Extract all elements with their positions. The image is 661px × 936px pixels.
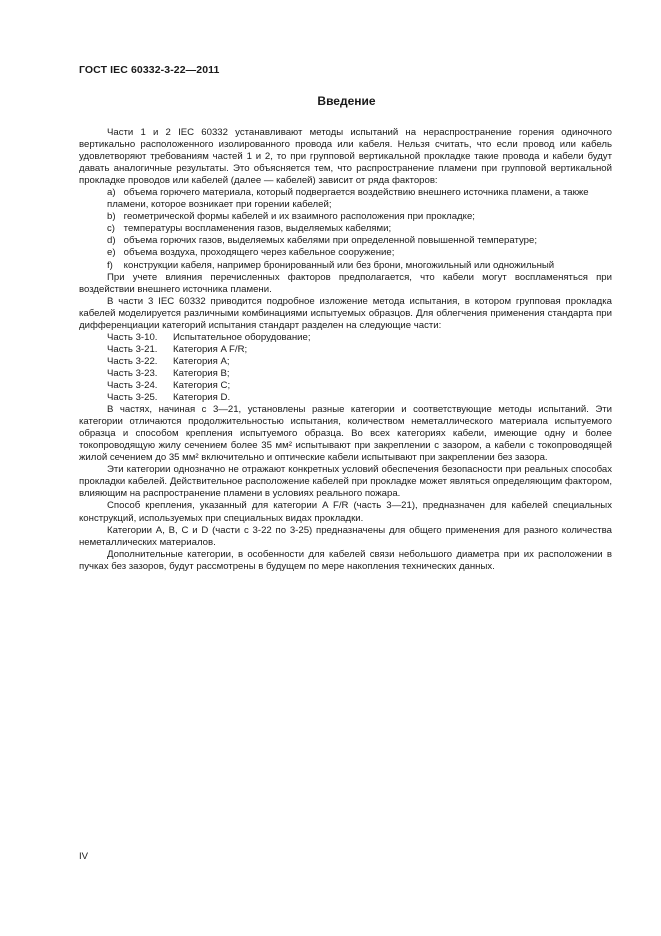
section-title	[0, 94, 661, 108]
part-number: Часть 3-24.	[107, 379, 158, 391]
page-number: IV	[79, 851, 89, 862]
part-item	[107, 356, 612, 368]
factor-marker: b)	[107, 211, 116, 223]
factor-item-f	[107, 260, 612, 272]
factor-item-a	[107, 187, 612, 211]
standard-header: ГОСТ IEC 60332-3-22—2011	[79, 64, 220, 76]
part-number: Часть 3-22.	[107, 355, 158, 367]
factor-marker: c)	[107, 223, 115, 235]
factor-item-c	[107, 223, 612, 235]
part-item	[107, 392, 612, 404]
factor-item-b	[107, 211, 612, 223]
factor-text: геометрической формы кабелей и их взаимного расположения при прокладке;	[123, 211, 475, 223]
general-paragraph: Категории А, В, С и D (части с 3-22 по 3-25) предназначены для общего применения для разного количества неметаллических материалов.	[79, 524, 612, 548]
part-text: Категория D.	[173, 392, 231, 404]
section-title-text: Введение	[317, 94, 376, 108]
part-text: Категория А;	[173, 355, 230, 367]
part-number: Часть 3-25.	[107, 392, 158, 404]
part-item	[107, 368, 612, 380]
part-item	[107, 344, 612, 356]
intro-paragraph: Части 1 и 2 IEC 60332 устанавливают методы испытаний на нераспространение горения одиночного вертикально расположенного изолированного провода или кабеля. Нельзя считать, что если провод или кабель удовлетворяют требованиям частей 1 и 2, то при групповой вертикальной прокладке такие провода и кабели будут давать аналогичные результаты. Это объясняется тем, что распространение пламени при групповой вертикальной прокладке проводов или кабелей (далее — кабелей) зависит от ряда факторов:	[79, 127, 612, 187]
factor-text: температуры воспламенения газов, выделяемых кабелями;	[123, 223, 392, 235]
factor-text: объема воздуха, проходящего через кабельное сооружение;	[123, 247, 395, 259]
factor-text: объема горючего материала, который подвергается воздействию внешнего источника пламени, а также пламени, которое возникает при горении кабелей;	[107, 187, 589, 211]
part-item	[107, 332, 612, 344]
mounting-paragraph: Способ крепления, указанный для категории A F/R (часть 3—21), предназначен для кабелей специальных конструкций, используемых при специальных видах прокладки.	[79, 500, 612, 524]
part3-paragraph: В части 3 IEC 60332 приводится подробное изложение метода испытания, в котором групповая прокладка кабелей моделируется различными комбинациями испытуемых образцов. Для облегчения применения стандарта при дифференциации категорий испытания стандарт разделен на следующие части:	[79, 295, 612, 331]
part-text: Категория В;	[173, 367, 230, 379]
factor-text: конструкции кабеля, например бронированный или без брони, многожильный или одножильный	[123, 259, 555, 271]
factor-marker: d)	[107, 235, 116, 247]
part-number: Часть 3-23.	[107, 367, 158, 379]
additional-paragraph: Дополнительные категории, в особенности для кабелей связи небольшого диаметра при их расположении в пучках без зазоров, будут рассмотрены в будущем по мере накопления технических данных.	[79, 548, 612, 572]
document-body	[79, 127, 612, 573]
factor-marker: a)	[107, 187, 116, 199]
part-number: Часть 3-21.	[107, 343, 158, 355]
part-number: Часть 3-10.	[107, 331, 158, 343]
part-text: Испытательное оборудование;	[173, 331, 311, 343]
factor-marker: f)	[107, 259, 113, 271]
part-text: Категория A F/R;	[173, 343, 248, 355]
part-item	[107, 380, 612, 392]
factor-marker: e)	[107, 247, 116, 259]
factor-item-e	[107, 247, 612, 259]
conclusion-paragraph: При учете влияния перечисленных факторов предполагается, что кабели могут воспламеняться при воздействии внешнего источника пламени.	[79, 271, 612, 295]
conditions-paragraph: Эти категории однозначно не отражают конкретных условий обеспечения безопасности при реальных способах прокладки кабелей. Действительное расположение кабелей при прокладке может являться определяющим фактором, влияющим на распространение пламени в условиях реального пожара.	[79, 464, 612, 500]
factor-text: объема горючих газов, выделяемых кабелями при определенной повышенной температуре;	[123, 235, 537, 247]
factor-item-d	[107, 235, 612, 247]
categories-paragraph: В частях, начиная с 3—21, установлены разные категории и соответствующие методы испытаний. Эти категории отличаются продолжительностью испытания, количеством неметаллического материала испытуемого образца и способом крепления испытуемого образца. Во всех категориях кабели, имеющие одну и более токопроводящую жилу сечением более 35 мм² испытывают при закреплении с зазором, а кабели с токопроводящей жилой сечением до 35 мм² включительно и оптические кабели испытывают при закреплении без зазора.	[79, 404, 612, 464]
part-text: Категория С;	[173, 379, 231, 391]
